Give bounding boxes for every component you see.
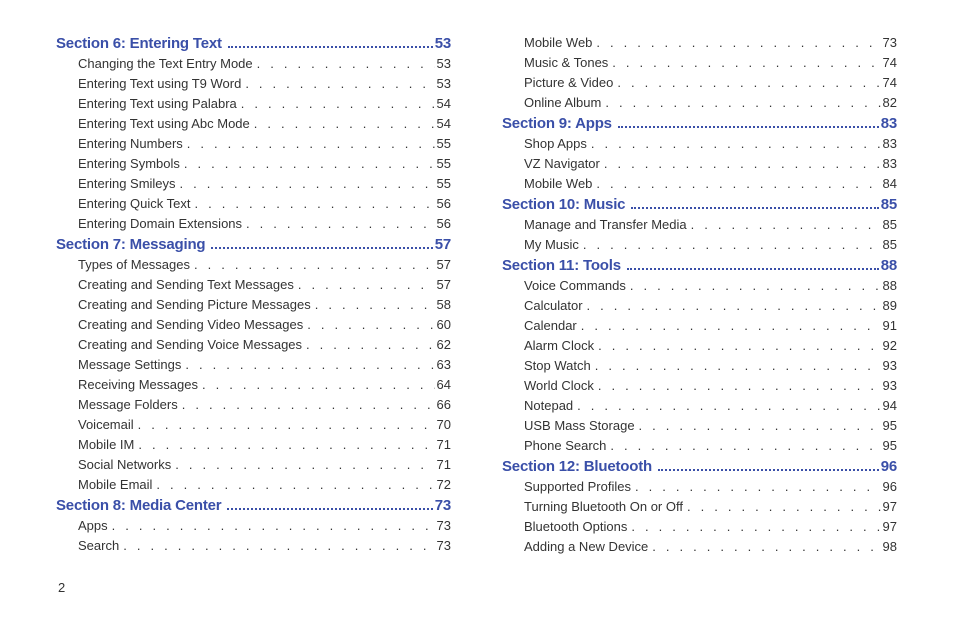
page-ref: 54 xyxy=(436,116,451,131)
toc-entry-picture-video[interactable] xyxy=(502,75,897,95)
entry-title: Mobile Web xyxy=(524,176,593,191)
toc-entry-search[interactable] xyxy=(56,538,451,558)
toc-entry-my-music[interactable] xyxy=(502,237,897,257)
page-ref: 93 xyxy=(882,358,897,373)
toc-entry-voicemail[interactable] xyxy=(56,417,451,437)
page-ref: 83 xyxy=(882,156,897,171)
toc-section-section-6-entering-text[interactable] xyxy=(56,35,451,56)
entry-title: Entering Text using Palabra xyxy=(78,96,237,111)
toc-entry-receiving-messages[interactable] xyxy=(56,377,451,397)
dot-leader xyxy=(652,539,880,554)
page-ref: 89 xyxy=(882,298,897,313)
page-ref: 64 xyxy=(436,377,451,392)
page-ref: 56 xyxy=(436,196,451,211)
toc-entry-entering-domain-extensions[interactable] xyxy=(56,216,451,236)
page-ref: 85 xyxy=(880,196,897,213)
dot-leader xyxy=(307,317,434,332)
dot-leader xyxy=(627,268,879,270)
toc-entry-mobile-im[interactable] xyxy=(56,437,451,457)
toc-entry-message-settings[interactable] xyxy=(56,357,451,377)
dot-leader xyxy=(618,126,879,128)
section-title: Section 6: Entering Text xyxy=(56,35,222,52)
dot-leader xyxy=(635,479,881,494)
entry-title: Calculator xyxy=(524,298,583,313)
page-ref: 85 xyxy=(882,237,897,252)
page-ref: 95 xyxy=(882,438,897,453)
dot-leader xyxy=(194,196,434,211)
dot-leader xyxy=(138,417,435,432)
page-ref: 57 xyxy=(436,257,451,272)
toc-entry-shop-apps[interactable] xyxy=(502,136,897,156)
entry-title: Music & Tones xyxy=(524,55,609,70)
dot-leader xyxy=(604,156,881,171)
dot-leader xyxy=(605,95,880,110)
toc-entry-message-folders[interactable] xyxy=(56,397,451,417)
page-ref: 97 xyxy=(882,519,897,534)
toc-entry-music-tones[interactable] xyxy=(502,55,897,75)
page-ref: 70 xyxy=(436,417,451,432)
section-title: Section 11: Tools xyxy=(502,257,621,274)
toc-entry-entering-smileys[interactable] xyxy=(56,176,451,196)
entry-title: Mobile Email xyxy=(78,477,153,492)
toc-entry-types-of-messages[interactable] xyxy=(56,257,451,277)
dot-leader xyxy=(112,518,435,533)
page-ref: 53 xyxy=(436,56,451,71)
toc-entry-turning-bluetooth-on-or-off[interactable] xyxy=(502,499,897,519)
dot-leader xyxy=(211,247,432,249)
page-ref: 60 xyxy=(436,317,451,332)
entry-title: USB Mass Storage xyxy=(524,418,635,433)
entry-title: Entering Symbols xyxy=(78,156,180,171)
entry-title: Creating and Sending Voice Messages xyxy=(78,337,303,352)
dot-leader xyxy=(257,56,435,71)
toc-entry-entering-text-using-palabra[interactable] xyxy=(56,96,451,116)
toc-entry-creating-and-sending-text-messages[interactable] xyxy=(56,277,451,297)
dot-leader xyxy=(587,298,881,313)
dot-leader xyxy=(658,469,879,471)
toc-entry-notepad[interactable] xyxy=(502,398,897,418)
entry-title: World Clock xyxy=(524,378,594,393)
page-ref: 83 xyxy=(880,115,897,132)
dot-leader xyxy=(612,55,880,70)
entry-title: Calendar xyxy=(524,318,577,333)
dot-leader xyxy=(187,136,435,151)
section-title: Section 12: Bluetooth xyxy=(502,458,652,475)
toc-section-section-8-media-center[interactable] xyxy=(56,497,451,518)
entry-title: Social Networks xyxy=(78,457,172,472)
entry-title: Voice Commands xyxy=(524,278,626,293)
toc-entry-voice-commands[interactable] xyxy=(502,278,897,298)
page-ref: 55 xyxy=(436,176,451,191)
toc-entry-social-networks[interactable] xyxy=(56,457,451,477)
page-ref: 73 xyxy=(434,497,451,514)
page-ref: 53 xyxy=(434,35,451,52)
entry-title: Turning Bluetooth On or Off xyxy=(524,499,683,514)
entry-title: My Music xyxy=(524,237,579,252)
page-ref: 98 xyxy=(882,539,897,554)
dot-leader xyxy=(194,257,435,272)
dot-leader xyxy=(617,75,880,90)
toc-entry-phone-search[interactable] xyxy=(502,438,897,458)
page-ref: 57 xyxy=(434,236,451,253)
dot-leader xyxy=(156,477,434,492)
toc-section-section-12-bluetooth[interactable] xyxy=(502,458,897,479)
dot-leader xyxy=(246,216,435,231)
dot-leader xyxy=(228,46,433,48)
page-ref: 91 xyxy=(882,318,897,333)
toc-entry-entering-text-using-abc-mode[interactable] xyxy=(56,116,451,136)
entry-title: Supported Profiles xyxy=(524,479,631,494)
entry-title: Online Album xyxy=(524,95,602,110)
entry-title: Changing the Text Entry Mode xyxy=(78,56,253,71)
toc-entry-bluetooth-options[interactable] xyxy=(502,519,897,539)
toc-section-section-10-music[interactable] xyxy=(502,196,897,217)
entry-title: Creating and Sending Text Messages xyxy=(78,277,294,292)
entry-title: Mobile IM xyxy=(78,437,135,452)
page-ref: 88 xyxy=(882,278,897,293)
entry-title: Creating and Sending Picture Messages xyxy=(78,297,311,312)
dot-leader xyxy=(241,96,435,111)
toc-entry-alarm-clock[interactable] xyxy=(502,338,897,358)
page-ref: 66 xyxy=(436,397,451,412)
entry-title: Stop Watch xyxy=(524,358,591,373)
dot-leader xyxy=(182,397,435,412)
dot-leader xyxy=(184,156,435,171)
entry-title: Shop Apps xyxy=(524,136,587,151)
entry-title: Bluetooth Options xyxy=(524,519,628,534)
entry-title: Entering Numbers xyxy=(78,136,183,151)
entry-title: Alarm Clock xyxy=(524,338,595,353)
page-ref: 83 xyxy=(882,136,897,151)
dot-leader xyxy=(631,519,880,534)
toc-entry-entering-symbols[interactable] xyxy=(56,156,451,176)
entry-title: Entering Domain Extensions xyxy=(78,216,243,231)
page-ref: 73 xyxy=(436,518,451,533)
dot-leader xyxy=(596,176,880,191)
dot-leader xyxy=(577,398,880,413)
toc-section-section-9-apps[interactable] xyxy=(502,115,897,136)
toc-entry-changing-the-text-entry-mode[interactable] xyxy=(56,56,451,76)
dot-leader xyxy=(254,116,435,131)
entry-title: Notepad xyxy=(524,398,574,413)
entry-title: Search xyxy=(78,538,120,553)
page-ref: 54 xyxy=(436,96,451,111)
page-ref: 71 xyxy=(436,457,451,472)
page-ref: 74 xyxy=(882,55,897,70)
dot-leader xyxy=(631,207,878,209)
page-ref: 88 xyxy=(880,257,897,274)
toc-right-column xyxy=(502,35,897,559)
toc-entry-creating-and-sending-video-messages[interactable] xyxy=(56,317,451,337)
entry-title: Adding a New Device xyxy=(524,539,649,554)
dot-leader xyxy=(596,35,880,50)
entry-title: Apps xyxy=(78,518,108,533)
entry-title: Voicemail xyxy=(78,417,134,432)
entry-title: Message Settings xyxy=(78,357,182,372)
page-ref: 56 xyxy=(436,216,451,231)
toc-entry-apps[interactable] xyxy=(56,518,451,538)
page-ref: 57 xyxy=(436,277,451,292)
page-ref: 74 xyxy=(882,75,897,90)
dot-leader xyxy=(315,297,435,312)
dot-leader xyxy=(175,457,434,472)
toc-entry-calendar[interactable] xyxy=(502,318,897,338)
toc-left-column xyxy=(56,35,451,558)
section-title: Section 10: Music xyxy=(502,196,626,213)
toc-entry-world-clock[interactable] xyxy=(502,378,897,398)
dot-leader xyxy=(583,237,881,252)
toc-entry-supported-profiles[interactable] xyxy=(502,479,897,499)
toc-entry-online-album[interactable] xyxy=(502,95,897,115)
dot-leader xyxy=(598,338,880,353)
page-number: 2 xyxy=(58,580,66,595)
entry-title: Types of Messages xyxy=(78,257,190,272)
toc-entry-adding-a-new-device[interactable] xyxy=(502,539,897,559)
dot-leader xyxy=(185,357,434,372)
dot-leader xyxy=(123,538,434,553)
toc-entry-entering-quick-text[interactable] xyxy=(56,196,451,216)
dot-leader xyxy=(306,337,434,352)
page-ref: 84 xyxy=(882,176,897,191)
entry-title: Creating and Sending Video Messages xyxy=(78,317,304,332)
entry-title: Entering Quick Text xyxy=(78,196,191,211)
entry-title: Picture & Video xyxy=(524,75,614,90)
dot-leader xyxy=(630,278,881,293)
toc-entry-creating-and-sending-voice-messages[interactable] xyxy=(56,337,451,357)
entry-title: Entering Text using Abc Mode xyxy=(78,116,250,131)
entry-title: Phone Search xyxy=(524,438,607,453)
toc-entry-stop-watch[interactable] xyxy=(502,358,897,378)
dot-leader xyxy=(298,277,435,292)
section-title: Section 8: Media Center xyxy=(56,497,222,514)
dot-leader xyxy=(202,377,435,392)
page-ref: 94 xyxy=(882,398,897,413)
dot-leader xyxy=(581,318,881,333)
entry-title: Receiving Messages xyxy=(78,377,198,392)
entry-title: Entering Smileys xyxy=(78,176,176,191)
toc-entry-entering-numbers[interactable] xyxy=(56,136,451,156)
entry-title: Entering Text using T9 Word xyxy=(78,76,242,91)
page-ref: 82 xyxy=(882,95,897,110)
entry-title: Message Folders xyxy=(78,397,178,412)
dot-leader xyxy=(591,136,881,151)
page-ref: 63 xyxy=(436,357,451,372)
toc-entry-entering-text-using-t9-word[interactable] xyxy=(56,76,451,96)
entry-title: VZ Navigator xyxy=(524,156,600,171)
toc-entry-mobile-web[interactable] xyxy=(502,35,897,55)
page-ref: 53 xyxy=(436,76,451,91)
section-title: Section 9: Apps xyxy=(502,115,612,132)
dot-leader xyxy=(691,217,881,232)
toc-entry-manage-and-transfer-media[interactable] xyxy=(502,217,897,237)
toc-entry-vz-navigator[interactable] xyxy=(502,156,897,176)
page-ref: 73 xyxy=(436,538,451,553)
dot-leader xyxy=(138,437,434,452)
dot-leader xyxy=(227,508,432,510)
entry-title: Manage and Transfer Media xyxy=(524,217,687,232)
page-ref: 96 xyxy=(882,479,897,494)
page-ref: 72 xyxy=(436,477,451,492)
toc-entry-creating-and-sending-picture-messages[interactable] xyxy=(56,297,451,317)
dot-leader xyxy=(245,76,434,91)
toc-entry-calculator[interactable] xyxy=(502,298,897,318)
page-ref: 73 xyxy=(882,35,897,50)
page-ref: 62 xyxy=(436,337,451,352)
toc-entry-mobile-web[interactable] xyxy=(502,176,897,196)
dot-leader xyxy=(595,358,881,373)
toc-entry-usb-mass-storage[interactable] xyxy=(502,418,897,438)
toc-section-section-11-tools[interactable] xyxy=(502,257,897,278)
dot-leader xyxy=(687,499,881,514)
dot-leader xyxy=(610,438,880,453)
toc-entry-mobile-email[interactable] xyxy=(56,477,451,497)
page-ref: 85 xyxy=(882,217,897,232)
page-ref: 97 xyxy=(882,499,897,514)
section-title: Section 7: Messaging xyxy=(56,236,206,253)
page-ref: 96 xyxy=(880,458,897,475)
dot-leader xyxy=(598,378,881,393)
dot-leader xyxy=(180,176,435,191)
entry-title: Mobile Web xyxy=(524,35,593,50)
toc-section-section-7-messaging[interactable] xyxy=(56,236,451,257)
page-ref: 58 xyxy=(436,297,451,312)
page-ref: 92 xyxy=(882,338,897,353)
page-ref: 71 xyxy=(436,437,451,452)
page-ref: 95 xyxy=(882,418,897,433)
dot-leader xyxy=(639,418,881,433)
page-ref: 55 xyxy=(436,136,451,151)
page-ref: 55 xyxy=(436,156,451,171)
page-ref: 93 xyxy=(882,378,897,393)
